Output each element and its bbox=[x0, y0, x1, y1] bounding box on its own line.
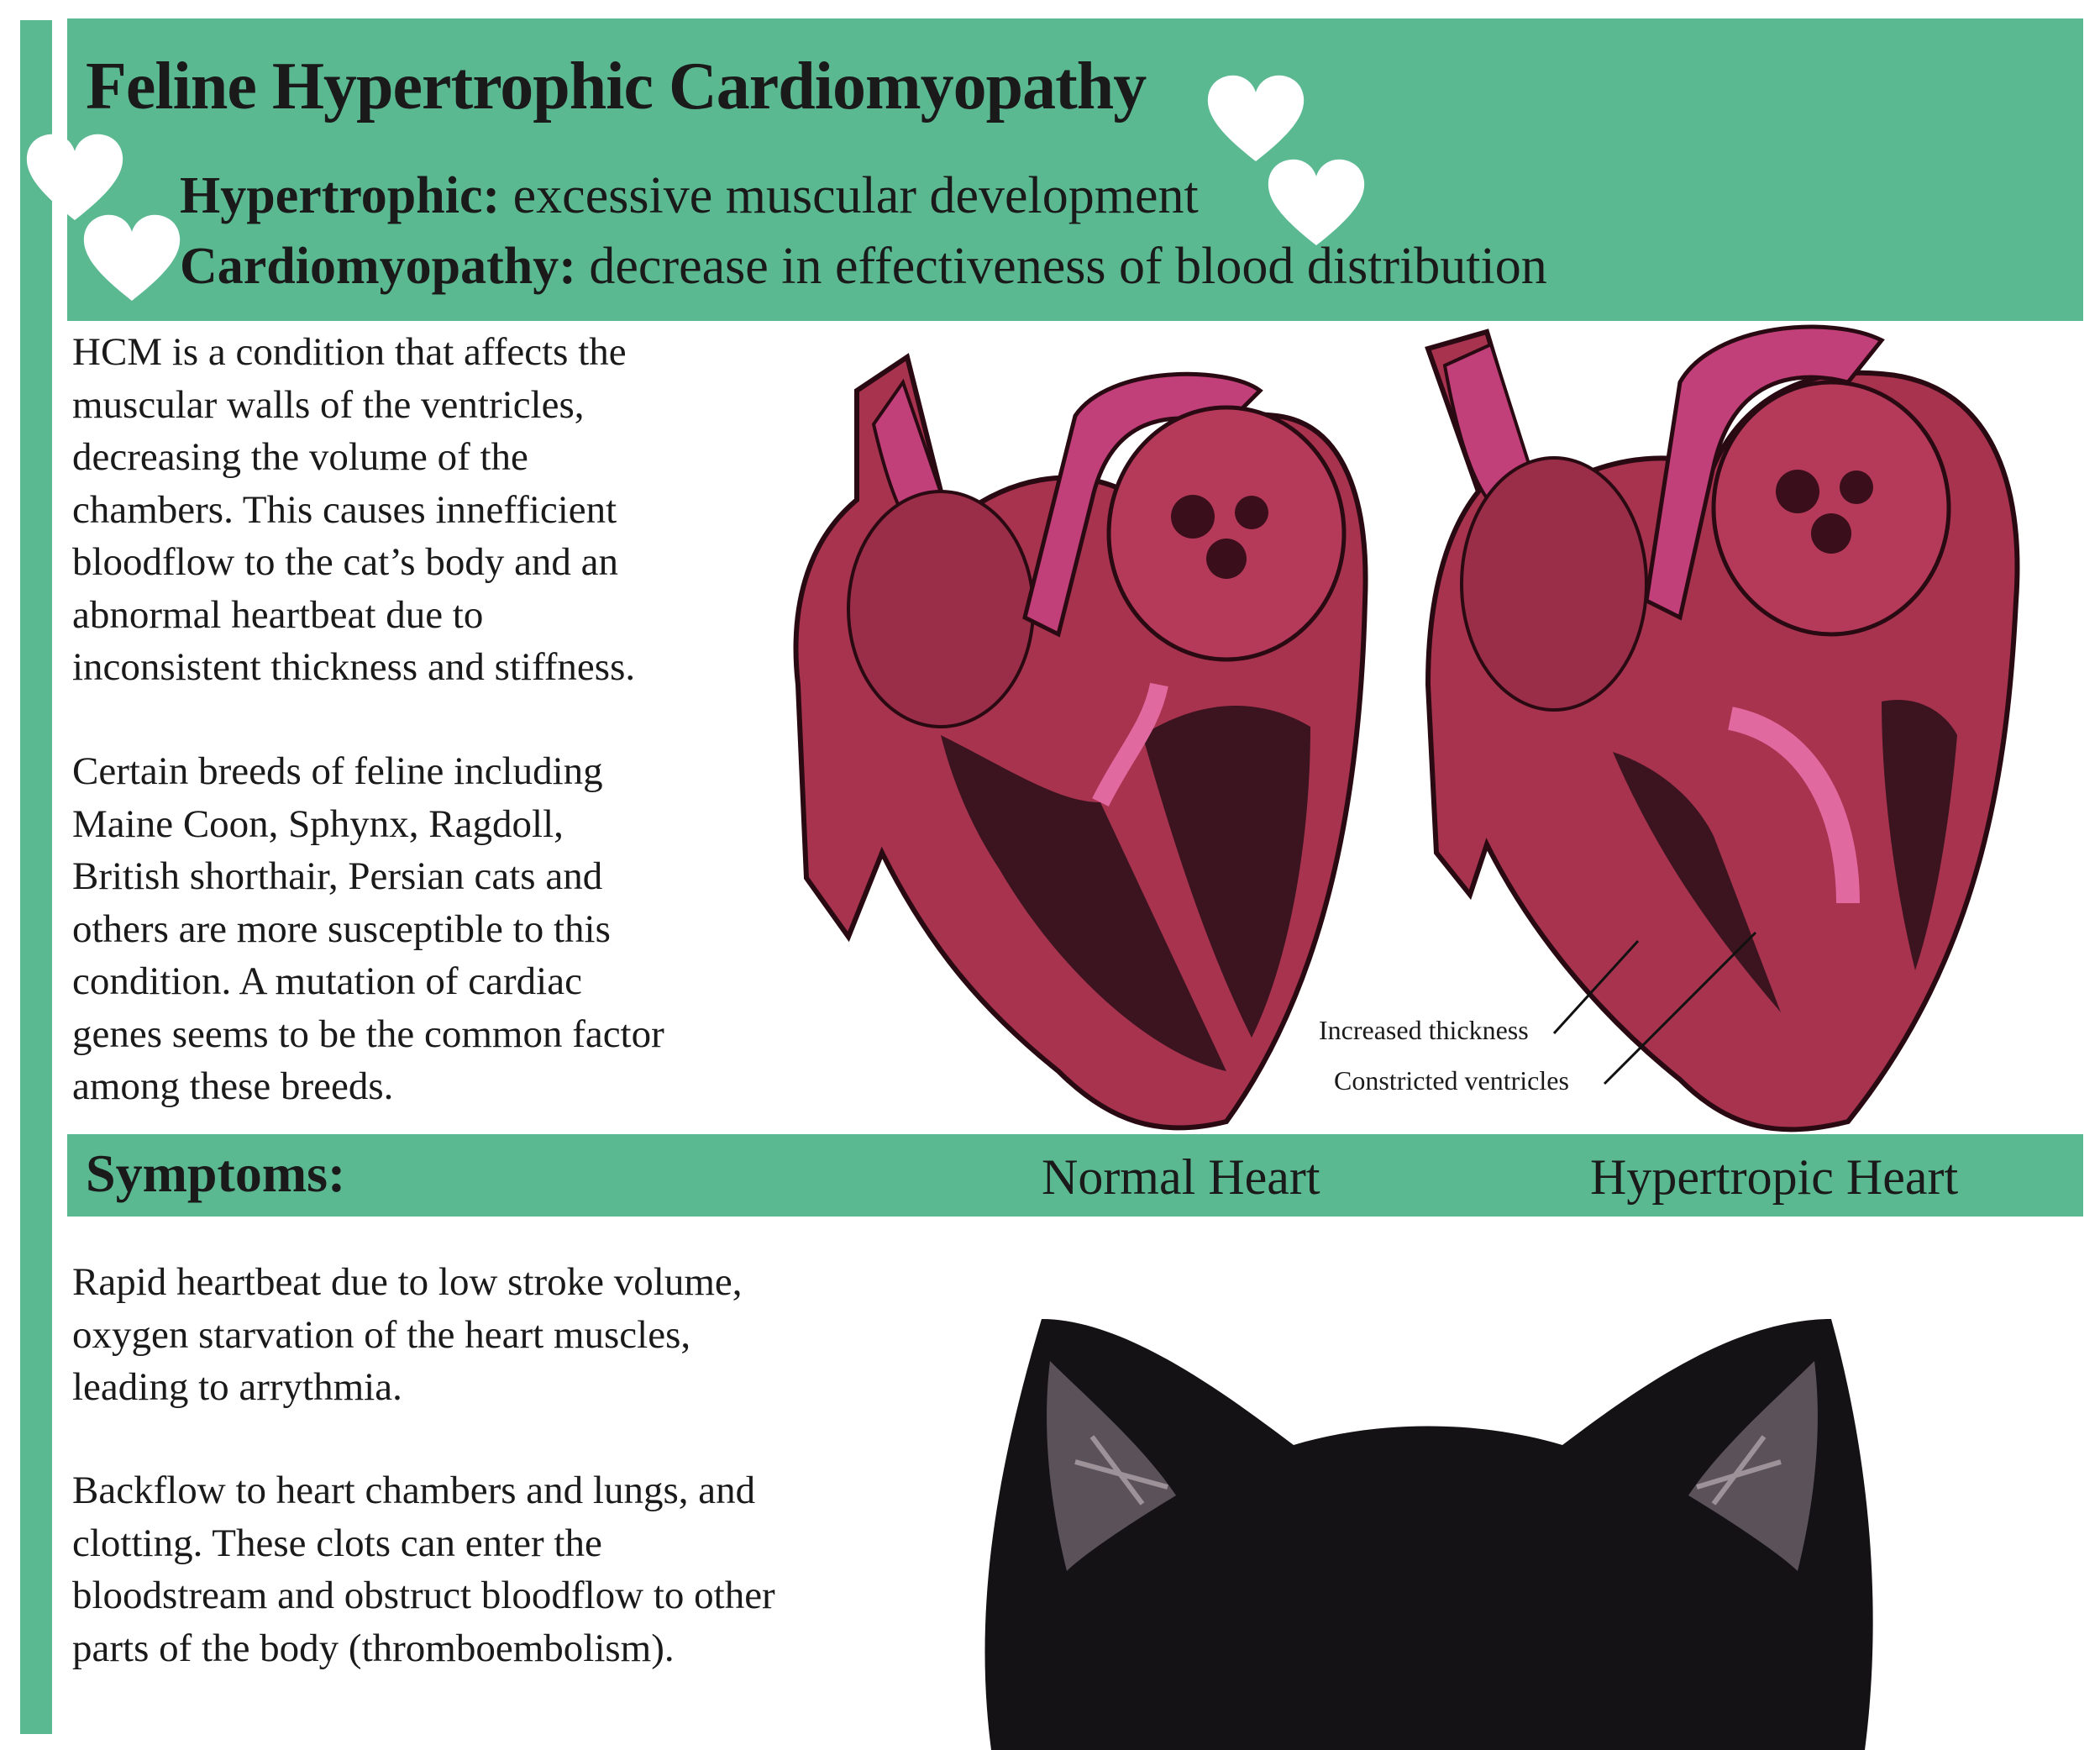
cat-head-illustration bbox=[974, 1302, 1882, 1750]
heart-icon bbox=[81, 212, 183, 304]
normal-heart-label: Normal Heart bbox=[1042, 1149, 1320, 1205]
definition-cardiomyopathy bbox=[180, 237, 1547, 297]
annotation-constricted-ventricles: Constricted ventricles bbox=[1334, 1065, 1569, 1096]
page-title: Feline Hypertrophic Cardiomyopathy bbox=[86, 50, 1147, 123]
symptom-paragraph: Rapid heartbeat due to low stroke volume, oxygen starvation of the heart muscles, leading to arrythmia. bbox=[72, 1260, 743, 1409]
heart-icon bbox=[1205, 72, 1307, 165]
symptoms-heading: Symptoms: bbox=[86, 1143, 346, 1203]
annotation-increased-thickness: Increased thickness bbox=[1319, 1015, 1529, 1045]
definition-text: decrease in effectiveness of blood distribution bbox=[575, 238, 1547, 295]
breeds-paragraph: Certain breeds of feline including Maine Coon, Sphynx, Ragdoll, British shorthair, Persian cats and others are more susceptible to this condition. A mutation of cardiac genes seems to be the common factor among these breeds. bbox=[72, 749, 664, 1108]
left-accent-bar bbox=[20, 20, 52, 1734]
heart-icon bbox=[24, 131, 126, 223]
definition-hypertrophic bbox=[180, 166, 1199, 226]
symptom-paragraph: Backflow to heart chambers and lungs, and clotting. These clots can enter the bloodstream and obstruct bloodflow to other parts of the body (thromboembolism). bbox=[72, 1469, 775, 1670]
definition-text: excessive muscular development bbox=[500, 167, 1199, 224]
hypertropic-heart-label: Hypertropic Heart bbox=[1590, 1149, 1959, 1205]
heart-icon bbox=[1265, 156, 1368, 249]
definition-term: Hypertrophic: bbox=[180, 167, 501, 224]
definition-term: Cardiomyopathy: bbox=[180, 238, 576, 295]
intro-paragraph: HCM is a condition that affects the muscular walls of the ventricles, decreasing the volume of the chambers. This causes innefficient bloodflow to the cat’s body and an abnormal heartbeat due to inconsistent thickness and stiffness. bbox=[72, 330, 636, 689]
annotation-leader-lines bbox=[1554, 924, 1764, 1092]
normal-heart-illustration bbox=[756, 332, 1378, 1147]
